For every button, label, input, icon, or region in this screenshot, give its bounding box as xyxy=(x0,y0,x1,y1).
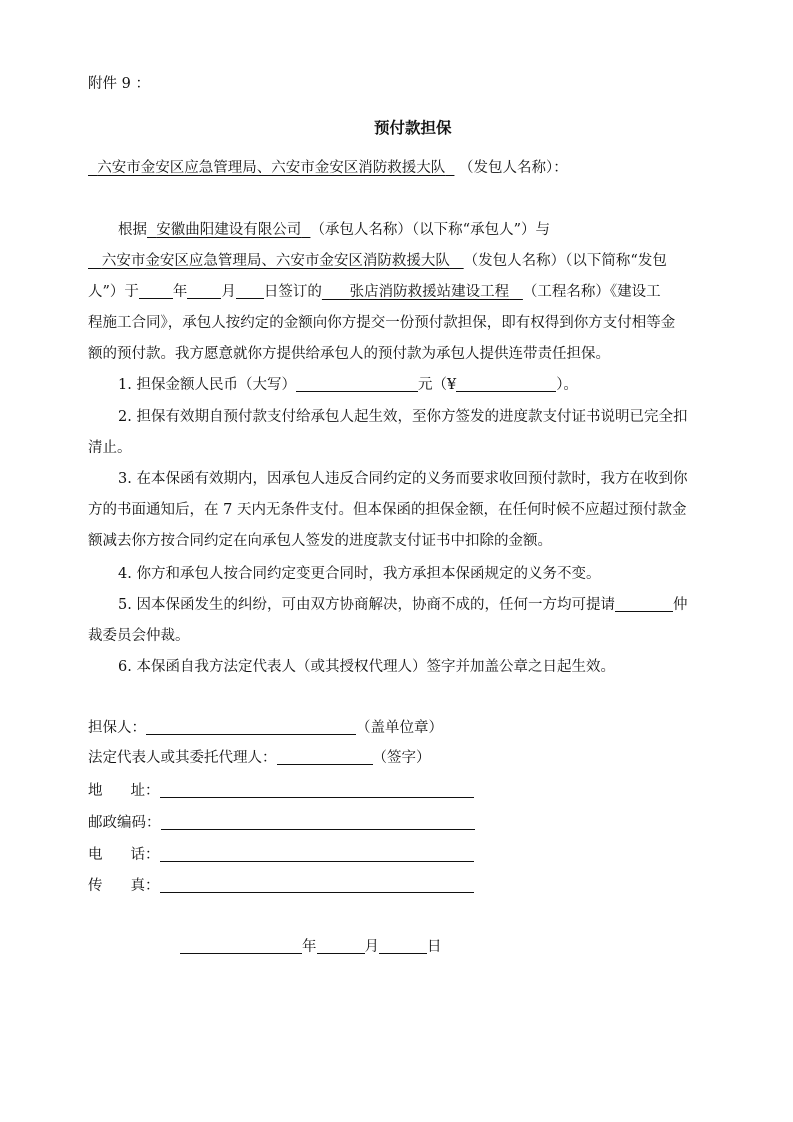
salutation xyxy=(88,156,568,177)
date-year-field[interactable] xyxy=(180,937,302,954)
attachment-label: 附件 9 ： xyxy=(88,76,150,92)
document-title: 预付款担保 xyxy=(374,118,452,137)
postcode-field[interactable] xyxy=(161,813,475,830)
employer-name: 六安市金安区应急管理局、六安市金安区消防救援大队 xyxy=(101,253,450,269)
item-3-line-2: 方的书面通知后，在 7 天内无条件支付。但本保函的担保金额，在任何时候不应超过预付款金 xyxy=(88,502,687,518)
address-row: 地 址： xyxy=(88,779,474,800)
address-field[interactable] xyxy=(160,781,474,798)
salutation-suffix: （发包人名称）： xyxy=(459,160,568,176)
representative-field[interactable] xyxy=(277,748,373,765)
amount-words-blank[interactable] xyxy=(296,375,418,392)
item-3-line-1: 3. 在本保函有效期内，因承包人违反合同约定的义务而要求收回预付款时，我方在收到你 xyxy=(118,471,688,487)
intro-line-1: 根据 安徽曲阳建设有限公司 （承包人名称）（以下称“承包人”）与 xyxy=(118,222,551,238)
intro-line-4: 程施工合同》，承包人按约定的金额向你方提交一份预付款担保，即有权得到你方支付相等金 xyxy=(88,315,676,331)
month-blank[interactable] xyxy=(187,282,221,299)
item-4: 4. 你方和承包人按合同约定变更合同时，我方承担本保函规定的义务不变。 xyxy=(118,566,601,582)
contractor-name: 安徽曲阳建设有限公司 xyxy=(156,222,302,238)
fax-row: 传 真： xyxy=(88,874,474,895)
fax-field[interactable] xyxy=(160,876,474,893)
project-name: 张店消防救援站建设工程 xyxy=(349,284,510,300)
guarantor-field[interactable] xyxy=(146,718,356,735)
day-blank[interactable] xyxy=(236,282,264,299)
item-1: 1. 担保金额人民币（大写） 元（¥ ）。 xyxy=(118,377,578,393)
phone-row: 电 话： xyxy=(88,843,474,864)
date-row: 年 月 日 xyxy=(180,935,442,956)
amount-figures-blank[interactable] xyxy=(456,375,556,392)
item-2-line-1: 2. 担保有效期自预付款支付给承包人起生效，至你方签发的进度款支付证书说明已完全扣 xyxy=(118,409,688,425)
arbitration-blank[interactable] xyxy=(615,595,673,612)
item-2-line-2: 清止。 xyxy=(88,440,132,456)
postcode-row: 邮政编码： xyxy=(88,811,475,832)
intro-line-3: 人”）于 年 月 日签订的 张店消防救援站建设工程 （工程名称）《建设工 xyxy=(88,284,661,300)
item-5-line-2: 裁委员会仲裁。 xyxy=(88,628,190,644)
salutation-recipient: 六安市金安区应急管理局、六安市金安区消防救援大队 xyxy=(97,160,446,176)
date-month-field[interactable] xyxy=(317,937,365,954)
item-5-line-1: 5. 因本保函发生的纠纷，可由双方协商解决，协商不成的，任何一方均可提请 仲 xyxy=(118,597,688,613)
year-blank[interactable] xyxy=(139,282,173,299)
item-6: 6. 本保函自我方法定代表人（或其授权代理人）签字并加盖公章之日起生效。 xyxy=(118,659,615,675)
item-3-line-3: 额减去你方按合同约定在向承包人签发的进度款支付证书中扣除的金额。 xyxy=(88,533,552,549)
intro-line-5: 额的预付款。我方愿意就你方提供给承包人的预付款为承包人提供连带责任担保。 xyxy=(88,346,610,362)
date-day-field[interactable] xyxy=(379,937,427,954)
intro-line-2: 六安市金安区应急管理局、六安市金安区消防救援大队 （发包人名称）（以下简称“发包 xyxy=(88,249,667,270)
representative-row: 法定代表人或其委托代理人： （签字） xyxy=(88,750,431,766)
phone-field[interactable] xyxy=(160,845,474,862)
guarantor-row: 担保人： （盖单位章） xyxy=(88,720,443,736)
